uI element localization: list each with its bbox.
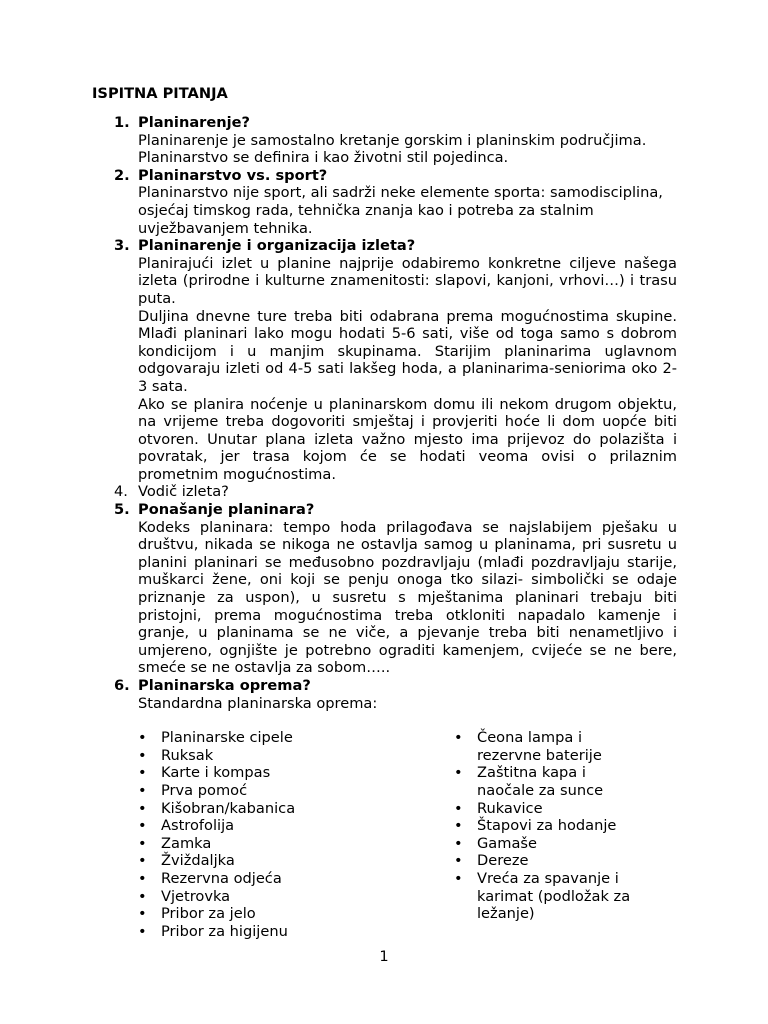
answer-paragraph: Ako se planira noćenje u planinarskom domu ili nekom drugom objektu, na vrijeme treba dogovoriti smještaj i provjeriti hoće li dom uopće biti otvoren. Unutar plana izleta važno mjesto ima prijevoz do polazišta i povratak, jer trasa kojom će se hodati veoma ovisi o prilaznim prometnim mogućnostima. (138, 395, 677, 483)
equipment-item-label: Vreća za spavanje i karimat (podložak za ležanje) (477, 869, 631, 923)
equipment-item (138, 923, 454, 941)
question-number: 4. (114, 483, 128, 501)
equipment-item (138, 729, 454, 747)
answer-paragraph: Planinarenje je samostalno kretanje gorskim i planinskim područjima. Planinarstvo se definira i kao životni stil pojedinca. (138, 131, 647, 167)
question-title: Planinarenje? (138, 114, 251, 131)
bullet-icon: • (454, 729, 463, 747)
equipment-list-right (454, 729, 632, 940)
equipment-item (138, 852, 454, 870)
equipment-item (454, 835, 632, 853)
equipment-item (138, 764, 454, 782)
equipment-item-label: Gamaše (477, 834, 537, 852)
bullet-icon: • (138, 799, 147, 817)
page-number: 1 (379, 948, 389, 965)
equipment-list-left (138, 729, 454, 940)
equipment-item-label: Žviždaljka (161, 852, 235, 870)
bullet-icon: • (138, 764, 147, 782)
bullet-icon: • (138, 781, 147, 799)
equipment-item-label: Rezervna odjeća (161, 869, 282, 887)
question-title: Planinarska oprema? (138, 677, 311, 694)
bullet-icon: • (138, 869, 147, 887)
answer-paragraph: Kodeks planinara: tempo hoda prilagođava se najslabijem pješaku u društvu, nikada se nikoga ne ostavlja samog u planinama, pri susretu u planini planinari se međusobno pozdravljaju (mlađi pozdravljaju starije, muškarci žene, oni koji se penju onoga tko silazi- simbolički se odaje priznanje za uspon), u susretu s mještanima planinari trebaju biti pristojni, prema mogućnostima treba otkloniti napadalo kamenje i granje, u planinama se ne viče, a pjevanje treba biti nenametljivo i umjereno, ognjište je potrebno ograditi kamenjem, cvijeće se ne bere, smeće se ne ostavlja za sobom….. (138, 518, 677, 677)
equipment-item (454, 729, 632, 764)
bullet-icon: • (138, 834, 147, 852)
equipment-item (138, 905, 454, 923)
question-item (92, 501, 677, 677)
question-item (92, 237, 677, 483)
bullet-icon: • (138, 852, 147, 870)
equipment-item-label: Pribor za higijenu (161, 922, 288, 940)
equipment-item-label: Dereze (477, 852, 529, 870)
bullet-icon: • (454, 817, 463, 835)
bullet-icon: • (138, 887, 147, 905)
equipment-item (454, 852, 632, 870)
equipment-item-label: Vjetrovka (161, 887, 231, 905)
questions-list (92, 114, 677, 940)
equipment-item-label: Štapovi za hodanje (477, 817, 617, 835)
question-item (92, 483, 677, 501)
equipment-item (138, 800, 454, 818)
equipment-item-label: Astrofolija (161, 817, 235, 835)
equipment-item (138, 888, 454, 906)
question-number: 3. (114, 237, 130, 255)
bullet-icon: • (138, 817, 147, 835)
question-number: 1. (114, 114, 130, 131)
bullet-icon: • (138, 905, 147, 923)
equipment-intro: Standardna planinarska oprema: (138, 694, 378, 712)
equipment-item (138, 817, 454, 835)
bullet-icon: • (454, 764, 463, 782)
question-item (92, 167, 677, 237)
document-title: ISPITNA PITANJA (92, 85, 228, 102)
equipment-item (454, 800, 632, 818)
equipment-item-label: Čeona lampa i rezervne baterije (477, 729, 602, 764)
question-title: Planinarstvo vs. sport? (138, 166, 328, 184)
bullet-icon: • (454, 852, 463, 870)
question-item (92, 114, 677, 167)
equipment-item-label: Planinarske cipele (161, 729, 293, 747)
question-title: Vodič izleta? (138, 483, 229, 501)
question-title: Planinarenje i organizacija izleta? (138, 237, 416, 255)
equipment-item (454, 817, 632, 835)
equipment-lists (138, 729, 677, 940)
equipment-item (138, 870, 454, 888)
question-number: 2. (114, 166, 130, 184)
equipment-item-label: Kišobran/kabanica (161, 799, 296, 817)
equipment-item-label: Prva pomoć (161, 781, 248, 799)
equipment-item (138, 835, 454, 853)
bullet-icon: • (138, 729, 147, 747)
answer-paragraph: Planinarstvo nije sport, ali sadrži neke elemente sporta: samodisciplina, osjećaj timskog rada, tehnička znanja kao i potreba za stalnim uvježbavanjem tehnika. (138, 184, 663, 237)
equipment-item (138, 782, 454, 800)
question-title: Ponašanje planinara? (138, 501, 315, 519)
question-number: 6. (114, 677, 130, 694)
question-item (92, 677, 677, 940)
bullet-icon: • (138, 922, 147, 940)
equipment-item-label: Rukavice (477, 799, 543, 817)
equipment-item-label: Pribor za jelo (161, 905, 256, 923)
equipment-item (454, 764, 632, 799)
answer-paragraph: Planirajući izlet u planine najprije odabiremo konkretne ciljeve našega izleta (prirodne i kulturne znamenitosti: slapovi, kanjoni, vrhovi…) i trasu puta. (138, 254, 677, 307)
bullet-icon: • (454, 799, 463, 817)
equipment-item-label: Zaštitna kapa i naočale za sunce (477, 764, 604, 799)
answer-paragraph: Duljina dnevne ture treba biti odabrana prema mogućnostima skupine. Mlađi planinari lako mogu hodati 5-6 sati, više od toga samo s dobrom kondicijom i u manjim skupinama. Starijim planinarima uglavnom odgovaraju izleti od 4-5 sati lakšeg hoda, a planinarima-seniorima oko 2-3 sata. (138, 307, 677, 395)
equipment-item (454, 870, 632, 923)
bullet-icon: • (454, 869, 463, 887)
question-number: 5. (114, 501, 130, 519)
bullet-icon: • (454, 834, 463, 852)
equipment-item-label: Karte i kompas (161, 764, 271, 782)
equipment-item-label: Ruksak (161, 746, 214, 764)
equipment-item-label: Zamka (161, 834, 212, 852)
bullet-icon: • (138, 746, 147, 764)
equipment-item (138, 747, 454, 765)
